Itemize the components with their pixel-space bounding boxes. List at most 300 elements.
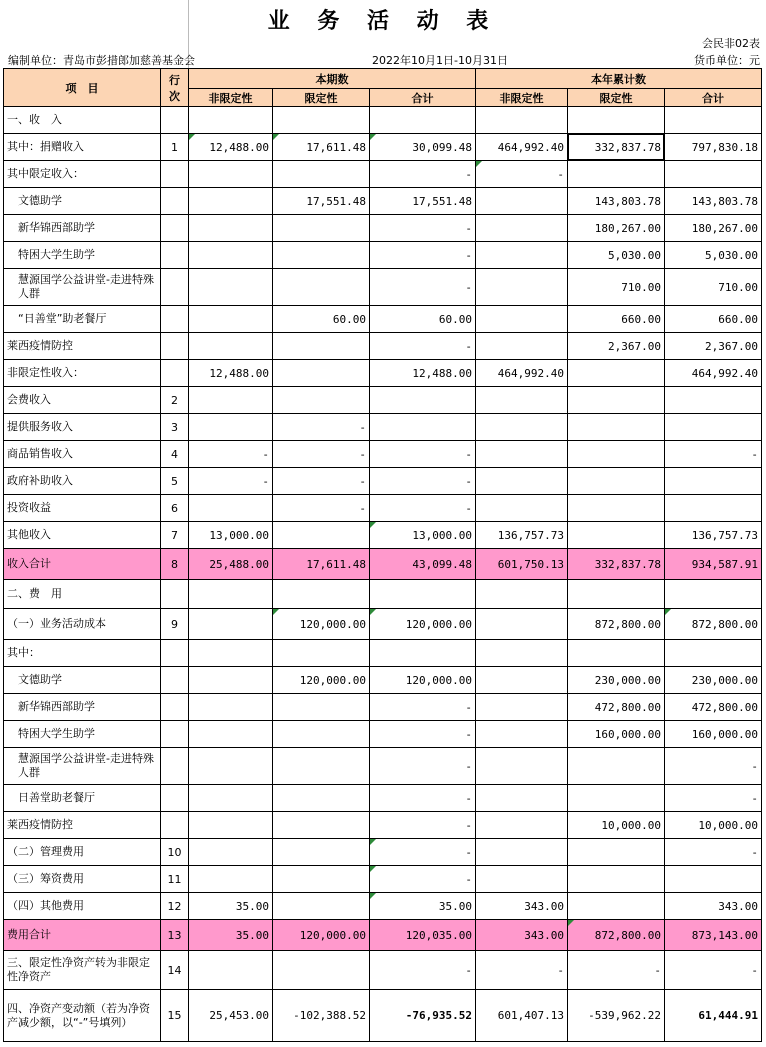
cell-current-unrestricted: 13,000.00 xyxy=(189,522,273,549)
cell-ytd-restricted xyxy=(568,387,665,414)
row-label: 二、费 用 xyxy=(4,580,161,609)
header-ytd: 本年累计数 xyxy=(476,69,762,89)
cell-ytd-unrestricted: 464,992.40 xyxy=(476,134,568,161)
row-label: 慧源国学公益讲堂-走进特殊人群 xyxy=(4,269,161,306)
reporting-unit: 编制单位：青岛市彭措郎加慈善基金会 xyxy=(8,54,195,67)
table-row xyxy=(4,839,762,866)
cell-current-total: - xyxy=(370,812,476,839)
cell-ytd-restricted xyxy=(568,866,665,893)
cell-current-restricted: 120,000.00 xyxy=(273,609,370,640)
cell-current-unrestricted xyxy=(189,785,273,812)
cell-current-total: - xyxy=(370,866,476,893)
cell-current-total: - xyxy=(370,785,476,812)
cell-current-total xyxy=(370,580,476,609)
cell-current-unrestricted xyxy=(189,748,273,785)
cell-ytd-unrestricted xyxy=(476,107,568,134)
cell-current-total: - xyxy=(370,161,476,188)
table-row xyxy=(4,866,762,893)
cell-ytd-total: 61,444.91 xyxy=(665,990,762,1042)
table-row xyxy=(4,785,762,812)
cell-ytd-restricted: 872,800.00 xyxy=(568,920,665,951)
cell-current-restricted xyxy=(273,161,370,188)
cell-current-unrestricted xyxy=(189,188,273,215)
row-label: 费用合计 xyxy=(4,920,161,951)
cell-ytd-unrestricted xyxy=(476,748,568,785)
cell-current-total: - xyxy=(370,495,476,522)
cell-current-unrestricted: 12,488.00 xyxy=(189,134,273,161)
cell-ytd-total xyxy=(665,414,762,441)
cell-ytd-total xyxy=(665,387,762,414)
cell-ytd-unrestricted xyxy=(476,866,568,893)
cell-ytd-total: 2,367.00 xyxy=(665,333,762,360)
row-line-number xyxy=(161,748,189,785)
cell-current-total: 17,551.48 xyxy=(370,188,476,215)
cell-ytd-unrestricted: 343.00 xyxy=(476,920,568,951)
cell-current-unrestricted: 35.00 xyxy=(189,893,273,920)
cell-current-unrestricted xyxy=(189,580,273,609)
cell-current-unrestricted xyxy=(189,866,273,893)
table-row xyxy=(4,893,762,920)
cell-ytd-total: 5,030.00 xyxy=(665,242,762,269)
cell-current-total: - xyxy=(370,748,476,785)
cell-ytd-restricted: 660.00 xyxy=(568,306,665,333)
cell-ytd-unrestricted: - xyxy=(476,951,568,990)
cell-ytd-restricted xyxy=(568,785,665,812)
row-label: 会费收入 xyxy=(4,387,161,414)
cell-current-restricted xyxy=(273,951,370,990)
row-label: 特困大学生助学 xyxy=(4,242,161,269)
row-label: 文德助学 xyxy=(4,667,161,694)
cell-current-total: 60.00 xyxy=(370,306,476,333)
cell-current-restricted: 17,551.48 xyxy=(273,188,370,215)
cell-current-restricted: 17,611.48 xyxy=(273,549,370,580)
table-row xyxy=(4,242,762,269)
cell-current-unrestricted xyxy=(189,694,273,721)
row-line-number xyxy=(161,242,189,269)
row-line-number: 8 xyxy=(161,549,189,580)
table-row xyxy=(4,951,762,990)
row-line-number xyxy=(161,107,189,134)
cell-current-restricted xyxy=(273,748,370,785)
cell-current-unrestricted: 35.00 xyxy=(189,920,273,951)
row-line-number: 4 xyxy=(161,441,189,468)
cell-ytd-unrestricted xyxy=(476,468,568,495)
cell-ytd-total: 464,992.40 xyxy=(665,360,762,387)
cell-ytd-total xyxy=(665,468,762,495)
table-row xyxy=(4,920,762,951)
cell-current-restricted: - xyxy=(273,495,370,522)
cell-ytd-total: 797,830.18 xyxy=(665,134,762,161)
header-current-unrestricted: 非限定性 xyxy=(189,89,273,107)
cell-current-unrestricted xyxy=(189,640,273,667)
cell-ytd-unrestricted xyxy=(476,269,568,306)
cell-current-restricted xyxy=(273,360,370,387)
cell-current-total: - xyxy=(370,441,476,468)
cell-current-total: 120,000.00 xyxy=(370,667,476,694)
cell-ytd-restricted xyxy=(568,580,665,609)
cell-ytd-unrestricted xyxy=(476,839,568,866)
row-label: 特困大学生助学 xyxy=(4,721,161,748)
table-row xyxy=(4,721,762,748)
cell-ytd-total: - xyxy=(665,839,762,866)
cell-ytd-unrestricted xyxy=(476,667,568,694)
form-code: 会民非02表 xyxy=(702,37,760,50)
cell-ytd-restricted xyxy=(568,640,665,667)
cell-current-restricted xyxy=(273,812,370,839)
cell-current-restricted: 120,000.00 xyxy=(273,667,370,694)
cell-ytd-total: 160,000.00 xyxy=(665,721,762,748)
row-line-number: 15 xyxy=(161,990,189,1042)
cell-ytd-restricted: 160,000.00 xyxy=(568,721,665,748)
row-line-number xyxy=(161,667,189,694)
row-line-number xyxy=(161,694,189,721)
cell-ytd-total xyxy=(665,495,762,522)
cell-ytd-unrestricted xyxy=(476,242,568,269)
cell-current-total: 12,488.00 xyxy=(370,360,476,387)
row-line-number: 3 xyxy=(161,414,189,441)
cell-current-restricted xyxy=(273,580,370,609)
table-row xyxy=(4,269,762,306)
row-label: 新华锦西部助学 xyxy=(4,215,161,242)
cell-current-unrestricted xyxy=(189,306,273,333)
cell-ytd-unrestricted xyxy=(476,721,568,748)
cell-ytd-total xyxy=(665,107,762,134)
cell-ytd-restricted: 872,800.00 xyxy=(568,609,665,640)
cell-ytd-total: - xyxy=(665,951,762,990)
cell-ytd-unrestricted xyxy=(476,580,568,609)
cell-ytd-restricted: 230,000.00 xyxy=(568,667,665,694)
header-current: 本期数 xyxy=(189,69,476,89)
cell-ytd-restricted xyxy=(568,414,665,441)
cell-ytd-total: 143,803.78 xyxy=(665,188,762,215)
cell-ytd-unrestricted: 136,757.73 xyxy=(476,522,568,549)
row-label: 莱西疫情防控 xyxy=(4,812,161,839)
cell-current-total xyxy=(370,107,476,134)
cell-current-total xyxy=(370,640,476,667)
row-line-number xyxy=(161,215,189,242)
cell-current-total: - xyxy=(370,721,476,748)
row-line-number: 2 xyxy=(161,387,189,414)
cell-current-total: 120,000.00 xyxy=(370,609,476,640)
cell-ytd-total: 180,267.00 xyxy=(665,215,762,242)
cell-ytd-total: - xyxy=(665,441,762,468)
row-label: 三、限定性净资产转为非限定性净资产 xyxy=(4,951,161,990)
table-row xyxy=(4,333,762,360)
cell-current-unrestricted xyxy=(189,721,273,748)
cell-current-restricted xyxy=(273,839,370,866)
table-row xyxy=(4,495,762,522)
cell-current-total xyxy=(370,414,476,441)
cell-current-restricted: -102,388.52 xyxy=(273,990,370,1042)
cell-ytd-total xyxy=(665,866,762,893)
cell-ytd-restricted xyxy=(568,107,665,134)
table-row xyxy=(4,609,762,640)
cell-current-total: - xyxy=(370,215,476,242)
cell-current-restricted: - xyxy=(273,441,370,468)
cell-current-total: -76,935.52 xyxy=(370,990,476,1042)
row-line-number xyxy=(161,640,189,667)
cell-current-unrestricted: 25,453.00 xyxy=(189,990,273,1042)
cell-ytd-restricted: - xyxy=(568,951,665,990)
cell-current-unrestricted: 12,488.00 xyxy=(189,360,273,387)
row-line-number: 10 xyxy=(161,839,189,866)
row-line-number xyxy=(161,269,189,306)
cell-ytd-restricted: -539,962.22 xyxy=(568,990,665,1042)
row-line-number xyxy=(161,812,189,839)
table-row xyxy=(4,694,762,721)
cell-ytd-unrestricted: 601,407.13 xyxy=(476,990,568,1042)
cell-current-total: - xyxy=(370,269,476,306)
cell-current-restricted: 120,000.00 xyxy=(273,920,370,951)
row-label: 一、收 入 xyxy=(4,107,161,134)
cell-current-total: 120,035.00 xyxy=(370,920,476,951)
row-label: 慧源国学公益讲堂-走进特殊人群 xyxy=(4,748,161,785)
cell-ytd-restricted xyxy=(568,468,665,495)
row-label: 莱西疫情防控 xyxy=(4,333,161,360)
row-line-number xyxy=(161,161,189,188)
table-row xyxy=(4,215,762,242)
cell-current-restricted xyxy=(273,269,370,306)
row-line-number: 14 xyxy=(161,951,189,990)
cell-current-restricted xyxy=(273,522,370,549)
reporting-period: 2022年10月1日-10月31日 xyxy=(372,54,508,67)
cell-ytd-total xyxy=(665,580,762,609)
report-title: 业 务 活 动 表 xyxy=(267,9,499,34)
cell-ytd-total: 10,000.00 xyxy=(665,812,762,839)
cell-current-total: 13,000.00 xyxy=(370,522,476,549)
table-row xyxy=(4,522,762,549)
table-row xyxy=(4,107,762,134)
cell-current-restricted xyxy=(273,785,370,812)
cell-ytd-restricted xyxy=(568,748,665,785)
table-row xyxy=(4,990,762,1042)
cell-ytd-unrestricted: 464,992.40 xyxy=(476,360,568,387)
cell-ytd-total xyxy=(665,161,762,188)
table-row xyxy=(4,549,762,580)
row-line-number: 6 xyxy=(161,495,189,522)
cell-ytd-total: 230,000.00 xyxy=(665,667,762,694)
table-row xyxy=(4,812,762,839)
table-row xyxy=(4,387,762,414)
cell-ytd-restricted xyxy=(568,161,665,188)
cell-current-total: 35.00 xyxy=(370,893,476,920)
cell-ytd-restricted: 180,267.00 xyxy=(568,215,665,242)
cell-current-unrestricted xyxy=(189,839,273,866)
cell-current-unrestricted xyxy=(189,667,273,694)
cell-current-restricted xyxy=(273,215,370,242)
cell-ytd-total: 343.00 xyxy=(665,893,762,920)
cell-current-unrestricted xyxy=(189,107,273,134)
cell-current-unrestricted xyxy=(189,387,273,414)
header-line: 行次 xyxy=(161,69,189,107)
cell-ytd-restricted: 472,800.00 xyxy=(568,694,665,721)
cell-ytd-restricted: 10,000.00 xyxy=(568,812,665,839)
cell-current-restricted: 17,611.48 xyxy=(273,134,370,161)
table-row xyxy=(4,468,762,495)
cell-current-total: 30,099.48 xyxy=(370,134,476,161)
row-line-number xyxy=(161,580,189,609)
cell-ytd-total: 872,800.00 xyxy=(665,609,762,640)
cell-ytd-unrestricted xyxy=(476,694,568,721)
table-row xyxy=(4,580,762,609)
cell-ytd-unrestricted xyxy=(476,215,568,242)
currency-unit: 货币单位：元 xyxy=(694,54,760,67)
cell-ytd-unrestricted: 601,750.13 xyxy=(476,549,568,580)
cell-current-unrestricted xyxy=(189,812,273,839)
row-line-number xyxy=(161,306,189,333)
cell-current-total: - xyxy=(370,839,476,866)
cell-current-unrestricted xyxy=(189,242,273,269)
cell-current-unrestricted xyxy=(189,333,273,360)
row-label: 其中： xyxy=(4,640,161,667)
cell-ytd-unrestricted xyxy=(476,441,568,468)
table-body xyxy=(4,107,762,1042)
row-label: “日善堂”助老餐厅 xyxy=(4,306,161,333)
cell-ytd-restricted: 2,367.00 xyxy=(568,333,665,360)
cell-ytd-unrestricted xyxy=(476,609,568,640)
row-line-number: 7 xyxy=(161,522,189,549)
row-label: （四）其他费用 xyxy=(4,893,161,920)
cell-ytd-total: 136,757.73 xyxy=(665,522,762,549)
cell-ytd-unrestricted: - xyxy=(476,161,568,188)
cell-current-unrestricted xyxy=(189,414,273,441)
cell-ytd-total: 873,143.00 xyxy=(665,920,762,951)
cell-current-unrestricted xyxy=(189,495,273,522)
row-label: （三）筹资费用 xyxy=(4,866,161,893)
row-label: 其中限定收入： xyxy=(4,161,161,188)
row-line-number: 13 xyxy=(161,920,189,951)
row-line-number xyxy=(161,188,189,215)
table-row xyxy=(4,414,762,441)
cell-ytd-total: - xyxy=(665,748,762,785)
row-line-number: 11 xyxy=(161,866,189,893)
cell-current-unrestricted xyxy=(189,951,273,990)
table-row xyxy=(4,360,762,387)
cell-ytd-unrestricted xyxy=(476,387,568,414)
cell-ytd-total: 710.00 xyxy=(665,269,762,306)
row-label: 政府补助收入 xyxy=(4,468,161,495)
row-label: 投资收益 xyxy=(4,495,161,522)
cell-ytd-total: 934,587.91 xyxy=(665,549,762,580)
cell-ytd-unrestricted xyxy=(476,495,568,522)
cell-current-total: 43,099.48 xyxy=(370,549,476,580)
activity-table xyxy=(3,68,762,1042)
cell-current-restricted xyxy=(273,387,370,414)
row-label: 收入合计 xyxy=(4,549,161,580)
cell-current-unrestricted xyxy=(189,269,273,306)
row-line-number: 12 xyxy=(161,893,189,920)
header-ytd-total: 合计 xyxy=(665,89,762,107)
cell-current-restricted xyxy=(273,893,370,920)
cell-ytd-unrestricted xyxy=(476,306,568,333)
cell-current-restricted: - xyxy=(273,468,370,495)
cell-ytd-restricted xyxy=(568,360,665,387)
row-label: 日善堂助老餐厅 xyxy=(4,785,161,812)
cell-ytd-restricted: 332,837.78 xyxy=(568,549,665,580)
cell-current-unrestricted xyxy=(189,161,273,188)
header-current-total: 合计 xyxy=(370,89,476,107)
table-row xyxy=(4,441,762,468)
cell-current-restricted xyxy=(273,640,370,667)
cell-current-total: - xyxy=(370,468,476,495)
cell-ytd-total xyxy=(665,640,762,667)
cell-current-total: - xyxy=(370,333,476,360)
row-line-number xyxy=(161,785,189,812)
row-label: 四、净资产变动额（若为净资产减少额，以“-”号填列） xyxy=(4,990,161,1042)
row-line-number xyxy=(161,360,189,387)
cell-current-restricted xyxy=(273,866,370,893)
row-label: 商品销售收入 xyxy=(4,441,161,468)
cell-ytd-total: 472,800.00 xyxy=(665,694,762,721)
row-label: 文德助学 xyxy=(4,188,161,215)
cell-ytd-total: 660.00 xyxy=(665,306,762,333)
cell-current-unrestricted: - xyxy=(189,441,273,468)
row-line-number: 1 xyxy=(161,134,189,161)
cell-current-unrestricted xyxy=(189,215,273,242)
table-row xyxy=(4,161,762,188)
cell-ytd-unrestricted xyxy=(476,785,568,812)
row-label: 新华锦西部助学 xyxy=(4,694,161,721)
cell-current-restricted xyxy=(273,721,370,748)
table-row xyxy=(4,306,762,333)
header-ytd-restricted: 限定性 xyxy=(568,89,665,107)
cell-ytd-restricted xyxy=(568,893,665,920)
cell-ytd-unrestricted: 343.00 xyxy=(476,893,568,920)
header-current-restricted: 限定性 xyxy=(273,89,370,107)
cell-current-unrestricted xyxy=(189,609,273,640)
table-row xyxy=(4,188,762,215)
cell-ytd-unrestricted xyxy=(476,188,568,215)
row-label: （一）业务活动成本 xyxy=(4,609,161,640)
cell-ytd-unrestricted xyxy=(476,812,568,839)
cell-current-restricted xyxy=(273,107,370,134)
cell-ytd-restricted: 143,803.78 xyxy=(568,188,665,215)
table-row xyxy=(4,134,762,161)
row-label: 非限定性收入： xyxy=(4,360,161,387)
cell-ytd-restricted xyxy=(568,495,665,522)
cell-current-unrestricted: 25,488.00 xyxy=(189,549,273,580)
cell-ytd-unrestricted xyxy=(476,333,568,360)
row-label: 其他收入 xyxy=(4,522,161,549)
table-row xyxy=(4,640,762,667)
cell-current-restricted xyxy=(273,333,370,360)
cell-ytd-unrestricted xyxy=(476,640,568,667)
cell-current-total: - xyxy=(370,951,476,990)
cell-ytd-restricted xyxy=(568,441,665,468)
header-item: 项 目 xyxy=(4,69,161,107)
cell-ytd-restricted: 5,030.00 xyxy=(568,242,665,269)
cell-current-total xyxy=(370,387,476,414)
cell-ytd-restricted xyxy=(568,839,665,866)
row-line-number xyxy=(161,721,189,748)
cell-ytd-restricted xyxy=(568,522,665,549)
cell-current-restricted xyxy=(273,242,370,269)
row-label: 其中：捐赠收入 xyxy=(4,134,161,161)
cell-ytd-unrestricted xyxy=(476,414,568,441)
cell-current-restricted xyxy=(273,694,370,721)
row-label: （二）管理费用 xyxy=(4,839,161,866)
cell-current-restricted: 60.00 xyxy=(273,306,370,333)
row-label: 提供服务收入 xyxy=(4,414,161,441)
cell-current-total: - xyxy=(370,694,476,721)
row-line-number: 5 xyxy=(161,468,189,495)
cell-current-restricted: - xyxy=(273,414,370,441)
cell-ytd-restricted: 710.00 xyxy=(568,269,665,306)
row-line-number: 9 xyxy=(161,609,189,640)
row-line-number xyxy=(161,333,189,360)
header-ytd-unrestricted: 非限定性 xyxy=(476,89,568,107)
cell-current-unrestricted: - xyxy=(189,468,273,495)
